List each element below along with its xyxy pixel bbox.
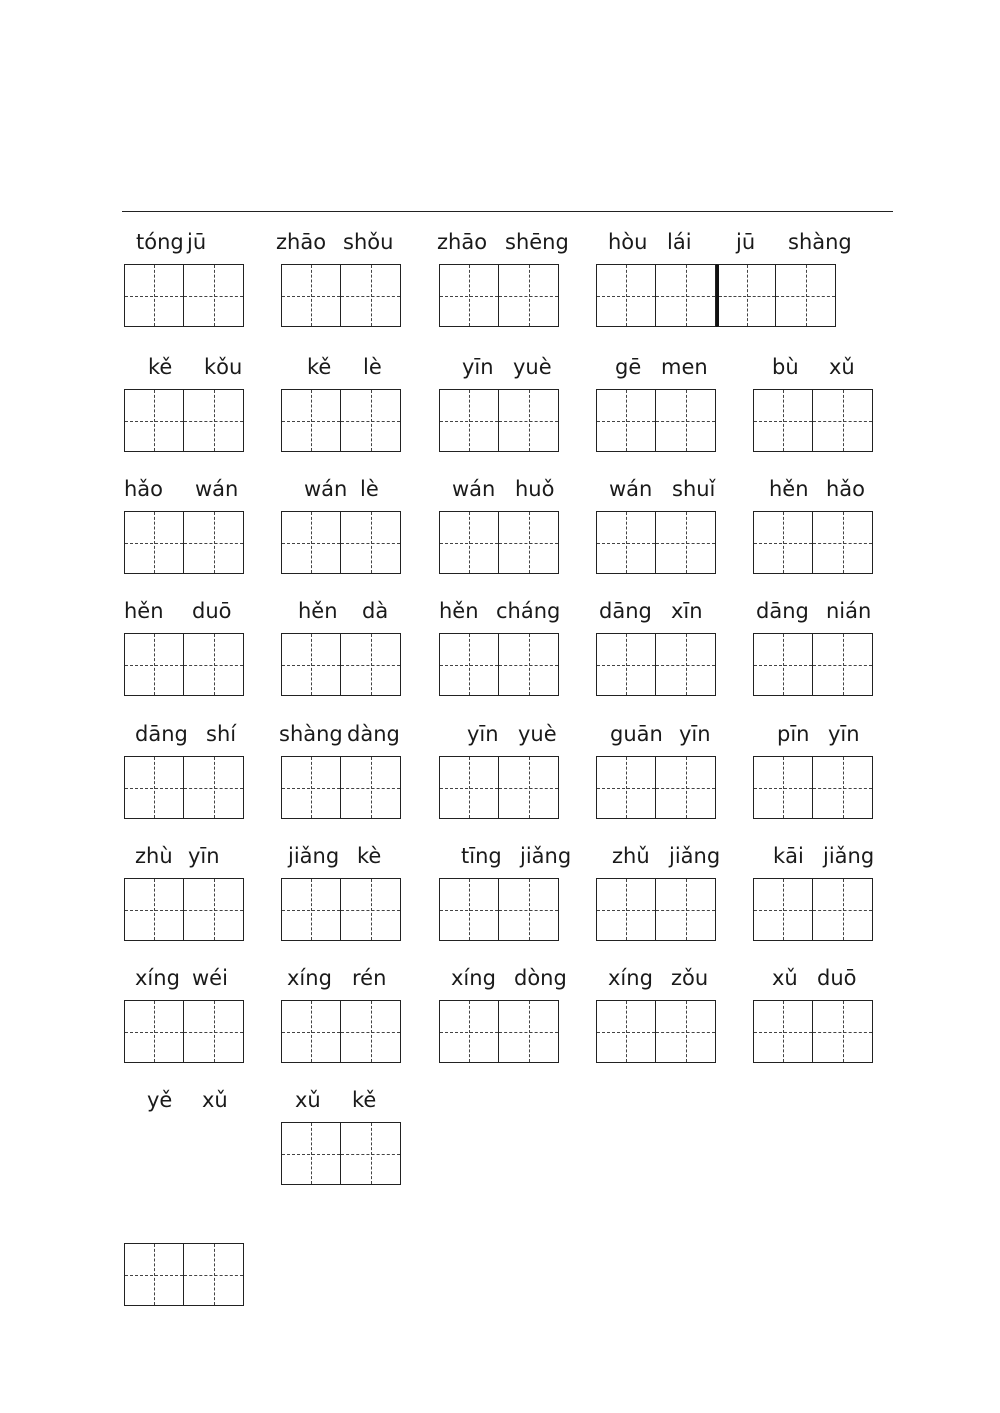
writing-box-group (596, 878, 716, 941)
writing-box-group (753, 633, 873, 696)
word-item (281, 1088, 401, 1185)
pinyin-syllable: duō (192, 599, 232, 623)
writing-box-group (281, 633, 401, 696)
writing-box-group (281, 1000, 401, 1063)
tian-zi-ge-cell[interactable] (753, 1000, 813, 1063)
tian-zi-ge-cell[interactable] (499, 633, 559, 696)
pinyin-syllable: cháng (496, 599, 561, 623)
tian-zi-ge-cell[interactable] (184, 264, 244, 327)
pinyin-syllable: bù (772, 355, 799, 379)
tian-zi-ge-cell[interactable] (341, 389, 401, 452)
tian-zi-ge-cell[interactable] (439, 1000, 499, 1063)
word-item (124, 477, 244, 574)
pinyin-syllable: guān (610, 722, 663, 746)
tian-zi-ge-cell[interactable] (776, 264, 836, 327)
pinyin-syllable: dāng (135, 722, 188, 746)
pinyin-syllable: kě (352, 1088, 377, 1112)
tian-zi-ge-cell[interactable] (281, 1000, 341, 1063)
pinyin-syllable: shí (206, 722, 237, 746)
pinyin-syllable: zhǔ (612, 844, 650, 868)
tian-zi-ge-cell[interactable] (439, 389, 499, 452)
pinyin-syllable: jiǎng (669, 844, 721, 868)
pinyin-syllable: tīng (461, 844, 502, 868)
writing-box-group (124, 1243, 244, 1306)
tian-zi-ge-cell[interactable] (281, 878, 341, 941)
tian-zi-ge-cell[interactable] (596, 756, 656, 819)
tian-zi-ge-cell[interactable] (596, 264, 656, 327)
tian-zi-ge-cell[interactable] (439, 756, 499, 819)
tian-zi-ge-cell[interactable] (813, 389, 873, 452)
writing-box-group (439, 756, 559, 819)
writing-box-group (753, 878, 873, 941)
tian-zi-ge-cell[interactable] (124, 1243, 184, 1306)
tian-zi-ge-cell[interactable] (281, 511, 341, 574)
pinyin-syllable: shǒu (343, 230, 394, 254)
writing-box-group (439, 633, 559, 696)
word-item (439, 722, 559, 819)
tian-zi-ge-cell[interactable] (753, 756, 813, 819)
writing-box-group (281, 1122, 401, 1185)
tian-zi-ge-cell[interactable] (281, 633, 341, 696)
writing-box-group (596, 511, 716, 574)
word-item (281, 844, 401, 941)
pinyin-syllable: jū (187, 230, 207, 254)
word-item (281, 477, 401, 574)
top-rule (122, 211, 893, 212)
pinyin-syllable: lè (363, 355, 382, 379)
tian-zi-ge-cell[interactable] (813, 511, 873, 574)
pinyin-syllable: tóng (136, 230, 184, 254)
pinyin-syllable: xíng (608, 966, 653, 990)
pinyin-syllable: huǒ (515, 477, 555, 501)
tian-zi-ge-cell[interactable] (499, 264, 559, 327)
tian-zi-ge-cell[interactable] (281, 389, 341, 452)
pinyin-syllable: rén (352, 966, 387, 990)
writing-box-group (124, 511, 244, 574)
pinyin-syllable: shàng (279, 722, 343, 746)
word-item (124, 722, 244, 819)
word-item (439, 844, 572, 941)
pinyin-syllable: zhù (135, 844, 173, 868)
tian-zi-ge-cell[interactable] (596, 878, 656, 941)
word-item (124, 966, 244, 1063)
tian-zi-ge-cell[interactable] (341, 756, 401, 819)
pinyin-syllable: hǎo (826, 477, 866, 501)
tian-zi-ge-cell[interactable] (656, 633, 716, 696)
word-item (437, 230, 569, 327)
tian-zi-ge-cell[interactable] (656, 756, 716, 819)
tian-zi-ge-cell[interactable] (439, 878, 499, 941)
word-item (439, 355, 559, 452)
pinyin-syllable: kāi (773, 844, 804, 868)
tian-zi-ge-cell[interactable] (281, 756, 341, 819)
writing-box-group (596, 1000, 716, 1063)
word-item (281, 355, 401, 452)
pinyin-syllable: xíng (451, 966, 496, 990)
tian-zi-ge-cell[interactable] (341, 511, 401, 574)
tian-zi-ge-cell[interactable] (656, 511, 716, 574)
pinyin-syllable: yīn (828, 722, 860, 746)
writing-box-group (753, 756, 873, 819)
writing-box-group (753, 1000, 873, 1063)
tian-zi-ge-cell[interactable] (656, 389, 716, 452)
tian-zi-ge-cell[interactable] (813, 878, 873, 941)
pinyin-syllable: dàng (347, 722, 400, 746)
pinyin-syllable: zhāo (437, 230, 488, 254)
pinyin-syllable: pīn (777, 722, 810, 746)
tian-zi-ge-cell[interactable] (813, 756, 873, 819)
tian-zi-ge-cell[interactable] (813, 1000, 873, 1063)
tian-zi-ge-cell[interactable] (184, 389, 244, 452)
word-item (439, 599, 561, 696)
pinyin-syllable: dà (362, 599, 389, 623)
writing-box-group (124, 389, 244, 452)
pinyin-syllable: dòng (514, 966, 567, 990)
tian-zi-ge-cell[interactable] (124, 756, 184, 819)
pinyin-syllable: wán (452, 477, 496, 501)
tian-zi-ge-cell[interactable] (596, 511, 656, 574)
writing-box-group (124, 756, 244, 819)
word-item (124, 355, 244, 452)
writing-box-group (124, 878, 244, 941)
writing-box-group (281, 878, 401, 941)
pinyin-syllable: men (661, 355, 708, 379)
pinyin-syllable: lè (360, 477, 379, 501)
writing-box-group (281, 389, 401, 452)
pinyin-syllable: yīn (467, 722, 499, 746)
pinyin-syllable: hěn (124, 599, 164, 623)
word-item (596, 599, 716, 696)
writing-box-group (439, 389, 559, 452)
tian-zi-ge-cell[interactable] (499, 511, 559, 574)
word-item (281, 599, 401, 696)
tian-zi-ge-cell[interactable] (753, 389, 813, 452)
tian-zi-ge-cell[interactable] (184, 1000, 244, 1063)
tian-zi-ge-cell[interactable] (499, 756, 559, 819)
pinyin-syllable: hòu (608, 230, 648, 254)
pinyin-syllable: gē (615, 355, 642, 379)
pinyin-syllable: jiǎng (520, 844, 572, 868)
writing-box-group (439, 264, 559, 327)
pinyin-syllable: yě (147, 1088, 173, 1112)
word-item (596, 230, 852, 327)
word-item (753, 599, 873, 696)
pinyin-syllable: wán (304, 477, 348, 501)
tian-zi-ge-cell[interactable] (184, 511, 244, 574)
pinyin-syllable: kǒu (204, 355, 243, 379)
tian-zi-ge-cell[interactable] (184, 756, 244, 819)
writing-box-group (753, 511, 873, 574)
tian-zi-ge-cell[interactable] (499, 1000, 559, 1063)
pinyin-syllable: xǔ (202, 1088, 228, 1112)
tian-zi-ge-cell[interactable] (341, 1122, 401, 1185)
word-item (753, 722, 873, 819)
writing-box-group (281, 264, 401, 327)
tian-zi-ge-cell[interactable] (124, 264, 184, 327)
word-item (596, 355, 716, 452)
pinyin-syllable: lái (667, 230, 692, 254)
pinyin-syllable: yīn (188, 844, 220, 868)
word-item (124, 844, 244, 941)
pinyin-syllable: hǎo (124, 477, 164, 501)
word-item (596, 966, 716, 1063)
word-item (281, 966, 401, 1063)
tian-zi-ge-cell[interactable] (499, 878, 559, 941)
pinyin-syllable: hěn (298, 599, 338, 623)
word-item (124, 1243, 244, 1306)
tian-zi-ge-cell[interactable] (753, 878, 813, 941)
tian-zi-ge-cell[interactable] (596, 1000, 656, 1063)
pinyin-syllable: wán (195, 477, 239, 501)
word-item (439, 966, 567, 1063)
word-item (276, 230, 401, 327)
tian-zi-ge-cell[interactable] (499, 389, 559, 452)
word-item (124, 599, 244, 696)
pinyin-syllable: jiǎng (288, 844, 340, 868)
tian-zi-ge-cell[interactable] (656, 1000, 716, 1063)
pinyin-syllable: xīn (671, 599, 703, 623)
tian-zi-ge-cell[interactable] (656, 878, 716, 941)
word-item (439, 477, 559, 574)
tian-zi-ge-cell[interactable] (439, 633, 499, 696)
pinyin-syllable: hěn (439, 599, 479, 623)
tian-zi-ge-cell[interactable] (124, 1000, 184, 1063)
writing-box-group (124, 633, 244, 696)
word-item (753, 355, 873, 452)
pinyin-syllable: shuǐ (672, 477, 716, 501)
tian-zi-ge-cell[interactable] (341, 264, 401, 327)
pinyin-syllable: yīn (462, 355, 494, 379)
tian-zi-ge-cell[interactable] (813, 633, 873, 696)
word-item (596, 477, 716, 574)
tian-zi-ge-cell[interactable] (124, 633, 184, 696)
tian-zi-ge-cell[interactable] (184, 1243, 244, 1306)
tian-zi-ge-cell[interactable] (656, 264, 716, 327)
pinyin-syllable: jū (736, 230, 756, 254)
tian-zi-ge-cell[interactable] (753, 511, 813, 574)
pinyin-syllable: xǔ (772, 966, 798, 990)
pinyin-syllable: yuè (513, 355, 552, 379)
word-item (596, 844, 721, 941)
tian-zi-ge-cell[interactable] (184, 878, 244, 941)
tian-zi-ge-cell[interactable] (124, 511, 184, 574)
pinyin-syllable: kě (307, 355, 332, 379)
pinyin-syllable: yīn (679, 722, 711, 746)
tian-zi-ge-cell[interactable] (341, 633, 401, 696)
writing-box-group (439, 878, 559, 941)
pinyin-syllable: shēng (505, 230, 569, 254)
writing-box-group (124, 264, 244, 327)
writing-box-group (596, 756, 716, 819)
pinyin-syllable: nián (826, 599, 872, 623)
word-item (753, 844, 875, 941)
tian-zi-ge-cell[interactable] (439, 511, 499, 574)
tian-zi-ge-cell[interactable] (341, 1000, 401, 1063)
word-item (596, 722, 716, 819)
tian-zi-ge-cell[interactable] (281, 264, 341, 327)
tian-zi-ge-cell[interactable] (124, 389, 184, 452)
tian-zi-ge-cell[interactable] (341, 878, 401, 941)
tian-zi-ge-cell[interactable] (184, 633, 244, 696)
writing-box-group (439, 1000, 559, 1063)
writing-box-group (281, 756, 401, 819)
tian-zi-ge-cell[interactable] (596, 389, 656, 452)
pinyin-syllable: shàng (788, 230, 852, 254)
pinyin-syllable: dāng (599, 599, 652, 623)
pinyin-syllable: wán (609, 477, 653, 501)
writing-box-group (281, 511, 401, 574)
pinyin-syllable: dāng (756, 599, 809, 623)
tian-zi-ge-cell[interactable] (124, 878, 184, 941)
pinyin-syllable: duō (817, 966, 857, 990)
writing-box-group (439, 511, 559, 574)
pinyin-syllable: kě (148, 355, 173, 379)
pinyin-syllable: kè (357, 844, 382, 868)
pinyin-syllable: wéi (192, 966, 228, 990)
tian-zi-ge-cell[interactable] (753, 633, 813, 696)
writing-box-group (596, 389, 716, 452)
writing-box-group (596, 633, 716, 696)
writing-box-group (124, 1000, 244, 1063)
pinyin-syllable: yuè (518, 722, 557, 746)
pinyin-syllable: xíng (287, 966, 332, 990)
pinyin-syllable: xǔ (295, 1088, 321, 1112)
pinyin-syllable: jiǎng (823, 844, 875, 868)
pinyin-syllable: zhāo (276, 230, 327, 254)
pinyin-syllable: xíng (135, 966, 180, 990)
tian-zi-ge-cell[interactable] (281, 1122, 341, 1185)
writing-box-group (753, 389, 873, 452)
tian-zi-ge-cell[interactable] (596, 633, 656, 696)
word-item (753, 477, 873, 574)
word-item (279, 722, 401, 819)
word-item (124, 230, 244, 327)
tian-zi-ge-cell[interactable] (716, 264, 776, 327)
pinyin-syllable: hěn (769, 477, 809, 501)
tian-zi-ge-cell[interactable] (439, 264, 499, 327)
pinyin-syllable: xǔ (829, 355, 855, 379)
word-item (753, 966, 873, 1063)
writing-box-group (596, 264, 836, 327)
pinyin-syllable: zǒu (671, 966, 709, 990)
